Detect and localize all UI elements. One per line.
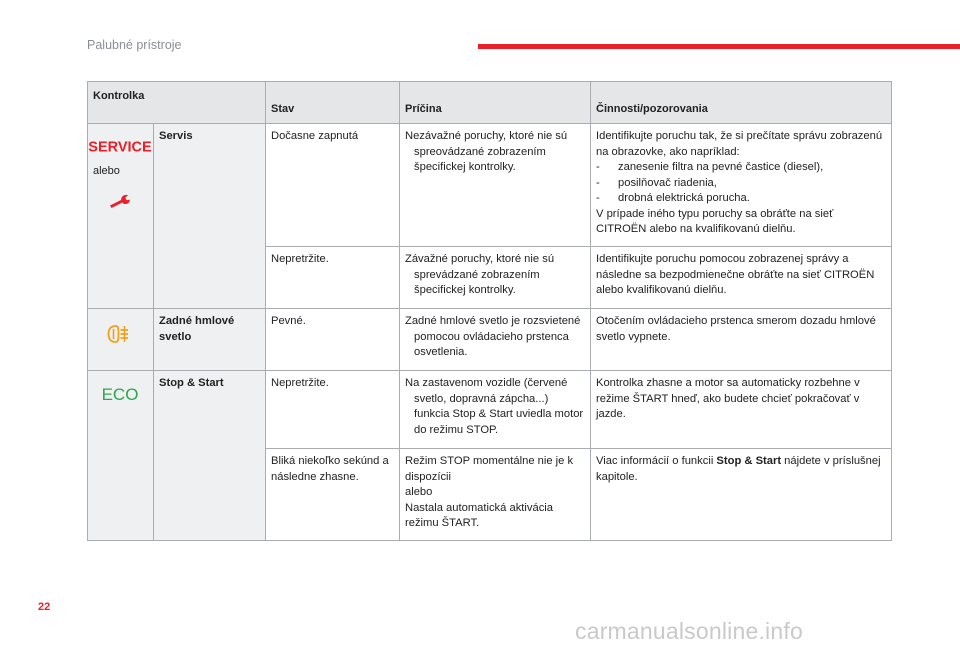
pricina-text-1: Režim STOP momentálne nie je k dispozícii xyxy=(405,455,574,483)
column-header-kontrolka: Kontrolka xyxy=(88,82,266,124)
list-item: - posilňovač riadenia, xyxy=(596,176,717,189)
header-accent-bar xyxy=(478,44,960,49)
fog-icon-cell xyxy=(88,309,154,371)
lamp-name-stop-start: Stop & Start xyxy=(154,371,266,541)
stav-cell: Nepretržite. xyxy=(266,371,400,449)
section-title: Palubné prístroje xyxy=(87,38,182,52)
table-row xyxy=(88,371,892,449)
cinnosti-cell: Otočením ovládacieho prstenca smerom dozadu hmlové svetlo vypnete. xyxy=(591,309,892,371)
cinnosti-cell xyxy=(591,449,892,541)
cinnosti-cell xyxy=(591,124,892,247)
pricina-or: alebo xyxy=(405,486,433,498)
lamp-name-servis: Servis xyxy=(154,124,266,309)
lamp-name-fog: Zadné hmlové svetlo xyxy=(154,309,266,371)
warning-lamps-table xyxy=(87,81,892,541)
table-row xyxy=(88,309,892,371)
service-icon-text: SERVICE xyxy=(88,139,152,156)
cinnosti-pre: Viac informácií o funkcii xyxy=(596,455,714,467)
stav-cell: Nepretržite. xyxy=(266,247,400,309)
cinnosti-cell: Identifikujte poruchu pomocou zobrazenej správy a následne sa bezpodmienečne obráťte na sieť CITROËN alebo kvalifikovanú dielňu. xyxy=(591,247,892,309)
pricina-cell: Zadné hmlové svetlo je rozsvietené pomocou ovládacieho prstenca osvetlenia. xyxy=(400,309,591,371)
eco-icon-cell xyxy=(88,371,154,541)
service-warning-icon xyxy=(88,138,152,156)
list-item: - zanesenie filtra na pevné častice (diesel), xyxy=(596,161,824,173)
table-row xyxy=(88,124,892,247)
eco-icon-text: ECO xyxy=(101,385,139,404)
stav-cell: Pevné. xyxy=(266,309,400,371)
column-header-cinnosti: Činnosti/pozorovania xyxy=(591,82,892,124)
cinnosti-cell: Kontrolka zhasne a motor sa automaticky rozbehne v režime ŠTART hneď, ako budete chcieť pokračovať v jazde. xyxy=(591,371,892,449)
watermark: carmanualsonline.info xyxy=(575,618,803,644)
list-item: - drobná elektrická porucha. xyxy=(596,192,750,204)
pricina-text-2: Nastala automatická aktivácia režimu ŠTART. xyxy=(405,501,553,529)
pricina-cell: Na zastavenom vozidle (červené svetlo, dopravná zápcha...) funkcia Stop & Start uviedla motor do režimu STOP. xyxy=(400,371,591,449)
pricina-cell xyxy=(400,449,591,541)
pricina-cell: Nezávažné poruchy, ktoré nie sú spreovádzané zobrazením špecifickej kontrolky. xyxy=(400,124,591,247)
eco-stop-start-icon xyxy=(98,385,142,403)
stav-cell: Dočasne zapnutá xyxy=(266,124,400,247)
icon-alternative-label: alebo xyxy=(93,165,120,177)
cinnosti-post: nájdete v príslušnej kapitole. xyxy=(596,455,881,483)
wrench-icon xyxy=(108,193,132,209)
cinnosti-outro: V prípade iného typu poruchy sa obráťte na sieť CITROËN alebo na kvalifikovanú dielňu. xyxy=(596,207,834,235)
table-header-row xyxy=(88,82,892,124)
service-icon-cell xyxy=(88,124,154,309)
column-header-stav: Stav xyxy=(266,82,400,124)
stop-start-link-text: Stop & Start xyxy=(716,455,782,467)
page-number: 22 xyxy=(38,601,51,613)
cinnosti-intro: Identifikujte poruchu tak, že si prečítate správu zobrazenú na obrazovke, ako napríklad: xyxy=(596,130,883,158)
rear-fog-light-icon xyxy=(106,322,134,346)
stav-cell: Bliká niekoľko sekúnd a následne zhasne. xyxy=(266,449,400,541)
column-header-pricina: Príčina xyxy=(400,82,591,124)
pricina-cell: Závažné poruchy, ktoré nie sú sprevádzané zobrazením špecifickej kontrolky. xyxy=(400,247,591,309)
